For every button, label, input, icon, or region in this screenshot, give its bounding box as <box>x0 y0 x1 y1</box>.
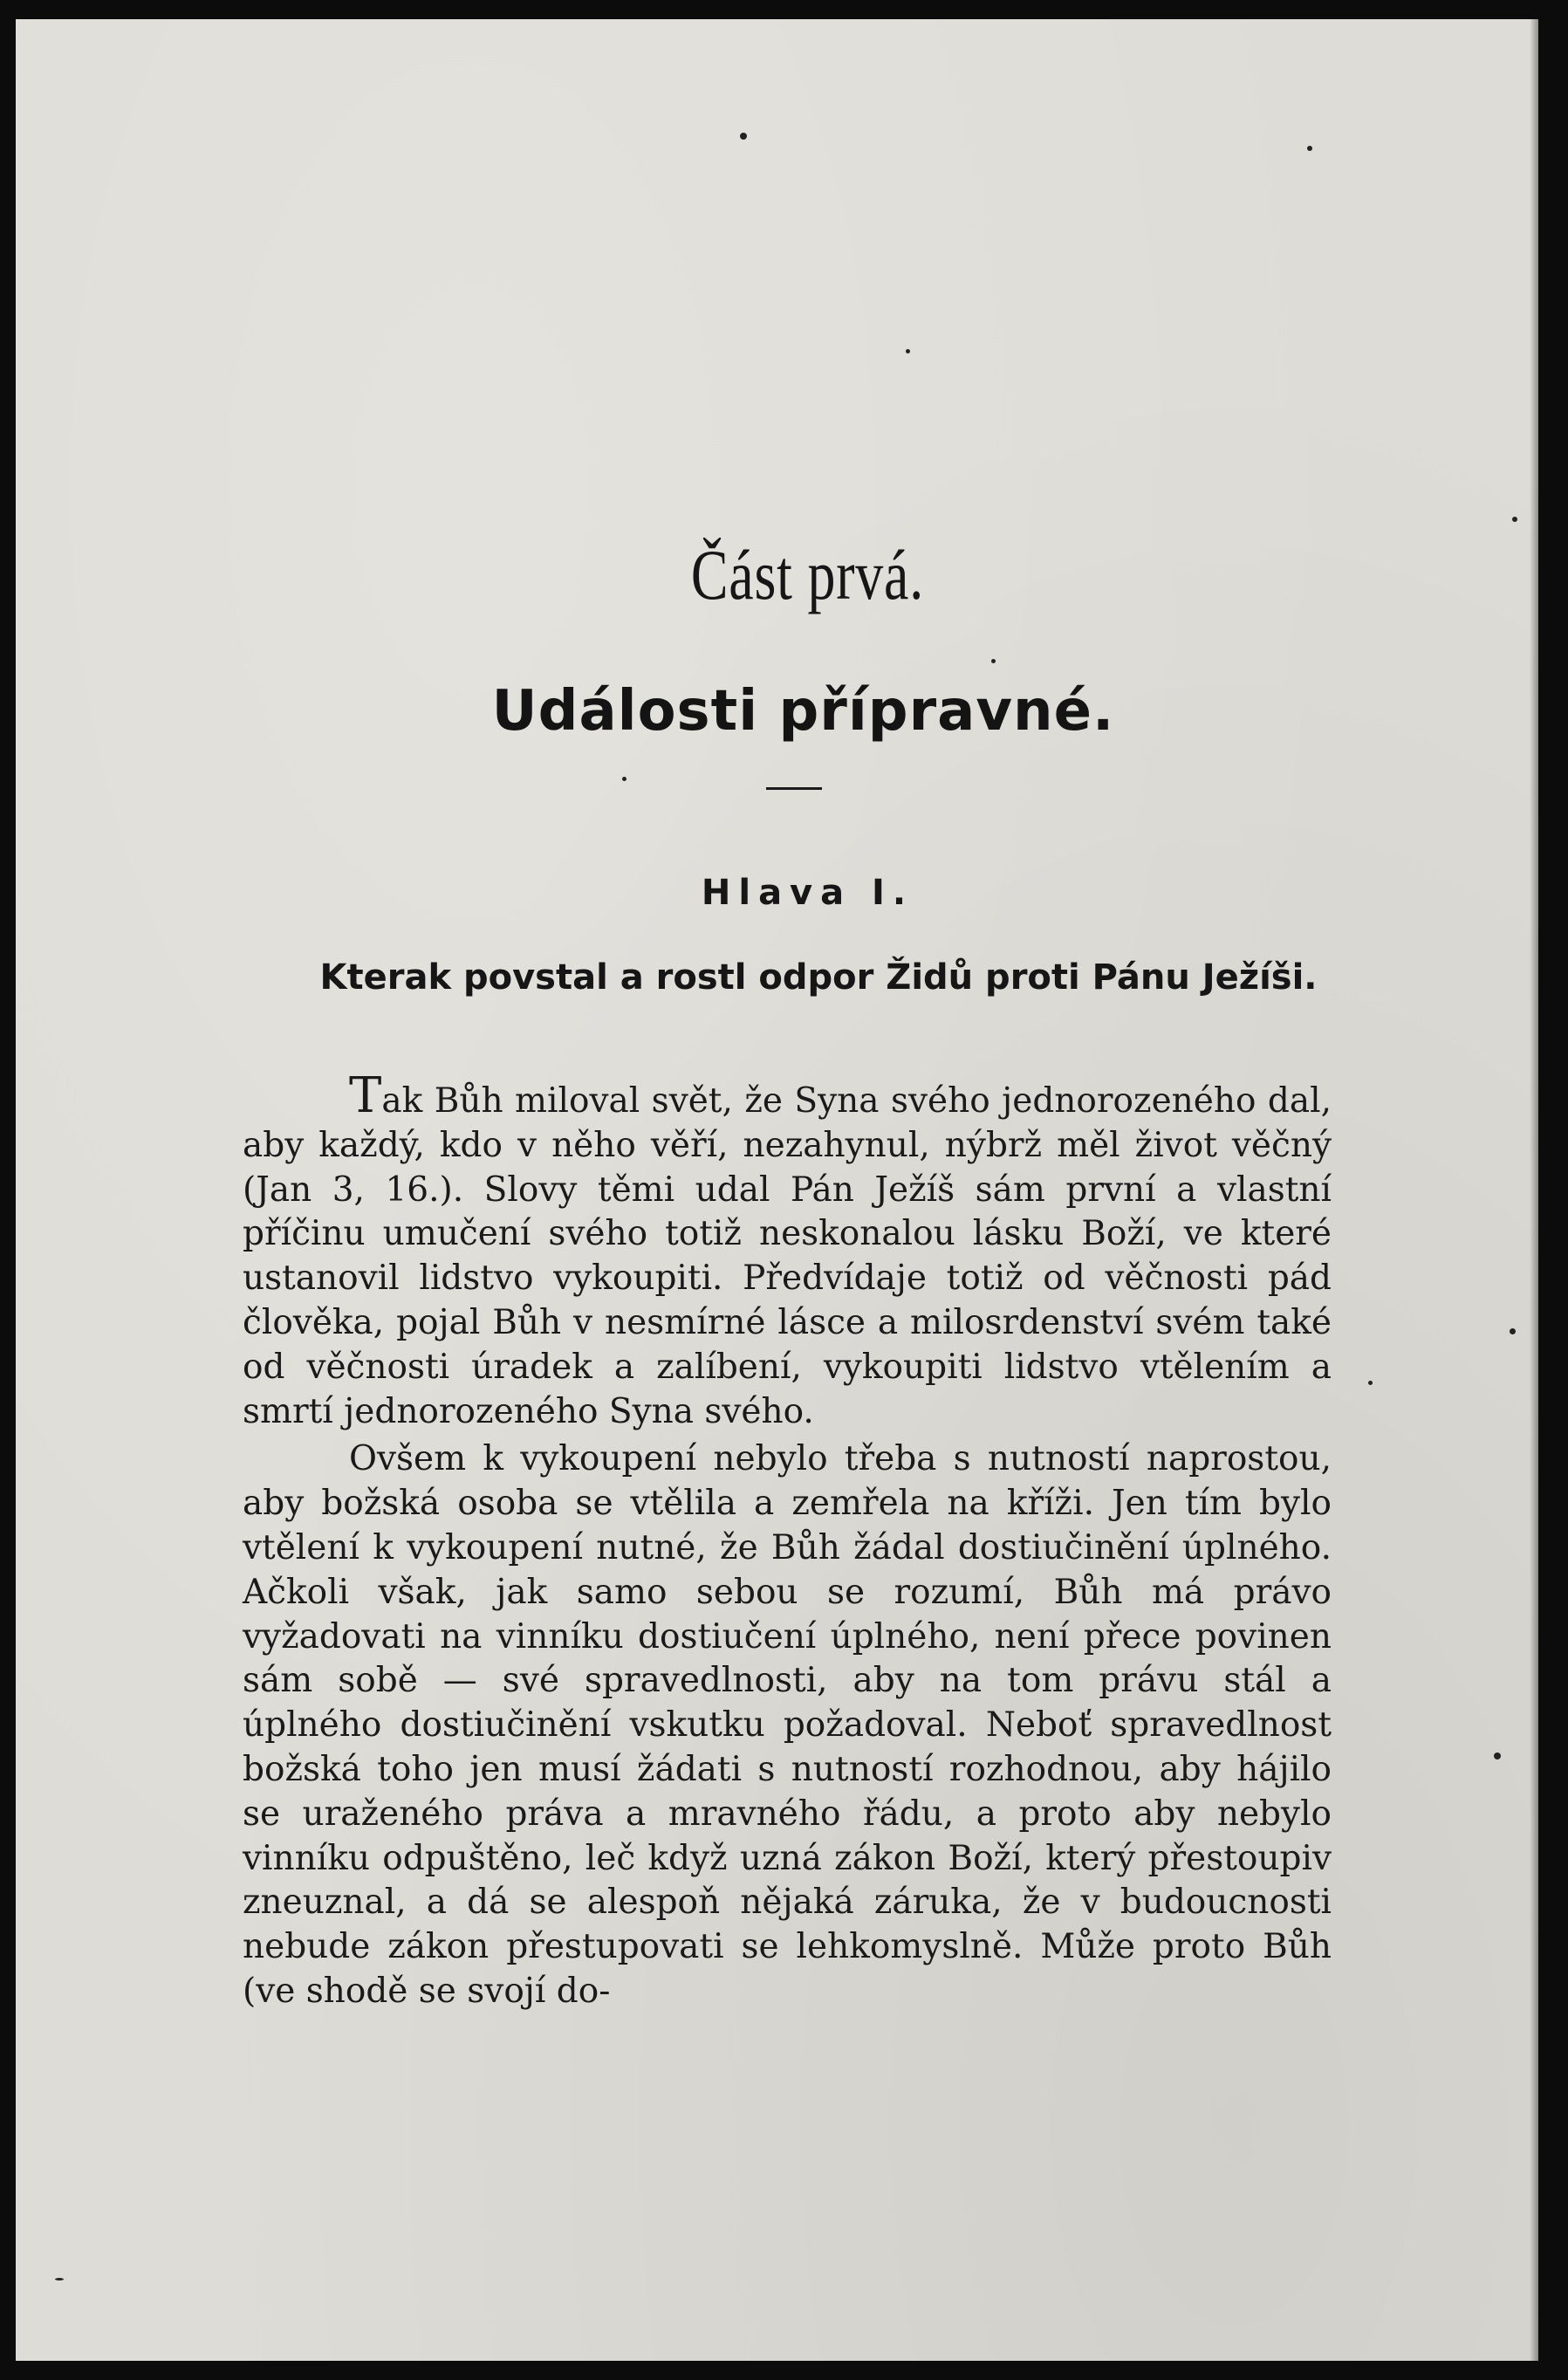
print-speck <box>740 133 747 140</box>
book-page <box>16 19 1538 2361</box>
print-speck <box>622 777 627 781</box>
paragraph-1 <box>243 1067 1332 1434</box>
print-speck <box>1512 517 1517 522</box>
print-speck <box>55 2278 64 2281</box>
print-speck <box>1510 1328 1516 1334</box>
print-speck <box>906 349 910 353</box>
chapter-heading: Kterak povstal a rostl odpor Židů proti Pánu Ježíši. <box>319 957 1318 998</box>
paragraph-2 <box>243 1437 1332 2013</box>
print-speck <box>991 659 996 663</box>
print-speck <box>1368 1381 1373 1385</box>
print-speck <box>1307 146 1312 151</box>
divider-rule <box>766 787 822 790</box>
chapter-label: Hlava I. <box>701 873 914 913</box>
part-title: Část prvá. <box>690 535 924 614</box>
page-edge-shadow <box>1530 19 1538 2361</box>
paragraph-text: ak Bůh miloval svět, že Syna svého jednorozeného dal, aby každý, kdo v něho věří, nezahynul, nýbrž měl život věčný (Jan 3, 16.). Slovy těmi udal Pán Ježíš sám první a vlastní příčinu umučení svého totiž neskonalou lásku Boží, ve které ustanovil lidstvo vykoupiti. Předvídaje totiž od věčnosti pád člověka, pojal Bůh v nesmírné lásce a milosrdenství svém také od věčnosti úradek a zalíbení, vykoupiti lidstvo vtělením a smrtí jednorozeného Syna svého. <box>243 1081 1332 1431</box>
paragraph-text: Ovšem k vykoupení nebylo třeba s nutností naprostou, aby božská osoba se vtělila a zemřela na kříži. Jen tím bylo vtělení k vykoupení nutné, že Bůh žádal dostiučinění úplného. Ačkoli však, jak samo sebou se rozumí, Bůh má právo vyžadovati na vinníku dostiučení úplného, není přece povinen sám sobě — své spravedlnosti, aby na tom právu stál a úplného dostiučinění vskutku požadoval. Neboť spravedlnost božská toho jen musí žádati s nutností rozhodnou, aby hájilo se uraženého práva a mravného řádu, a proto aby nebylo vinníku odpuštěno, leč když uzná zákon Boží, který přestoupiv zneuznal, a dá se alespoň nějaká záruka, že v budoucnosti nebude zákon přestupovati se lehkomyslně. Může proto Bůh (ve shodě se svojí do- <box>243 1439 1332 2011</box>
paragraph-initial: T <box>349 1067 382 1124</box>
print-speck <box>1494 1752 1501 1759</box>
body-text <box>243 1067 1332 2014</box>
section-title: Události přípravné. <box>491 679 1115 744</box>
